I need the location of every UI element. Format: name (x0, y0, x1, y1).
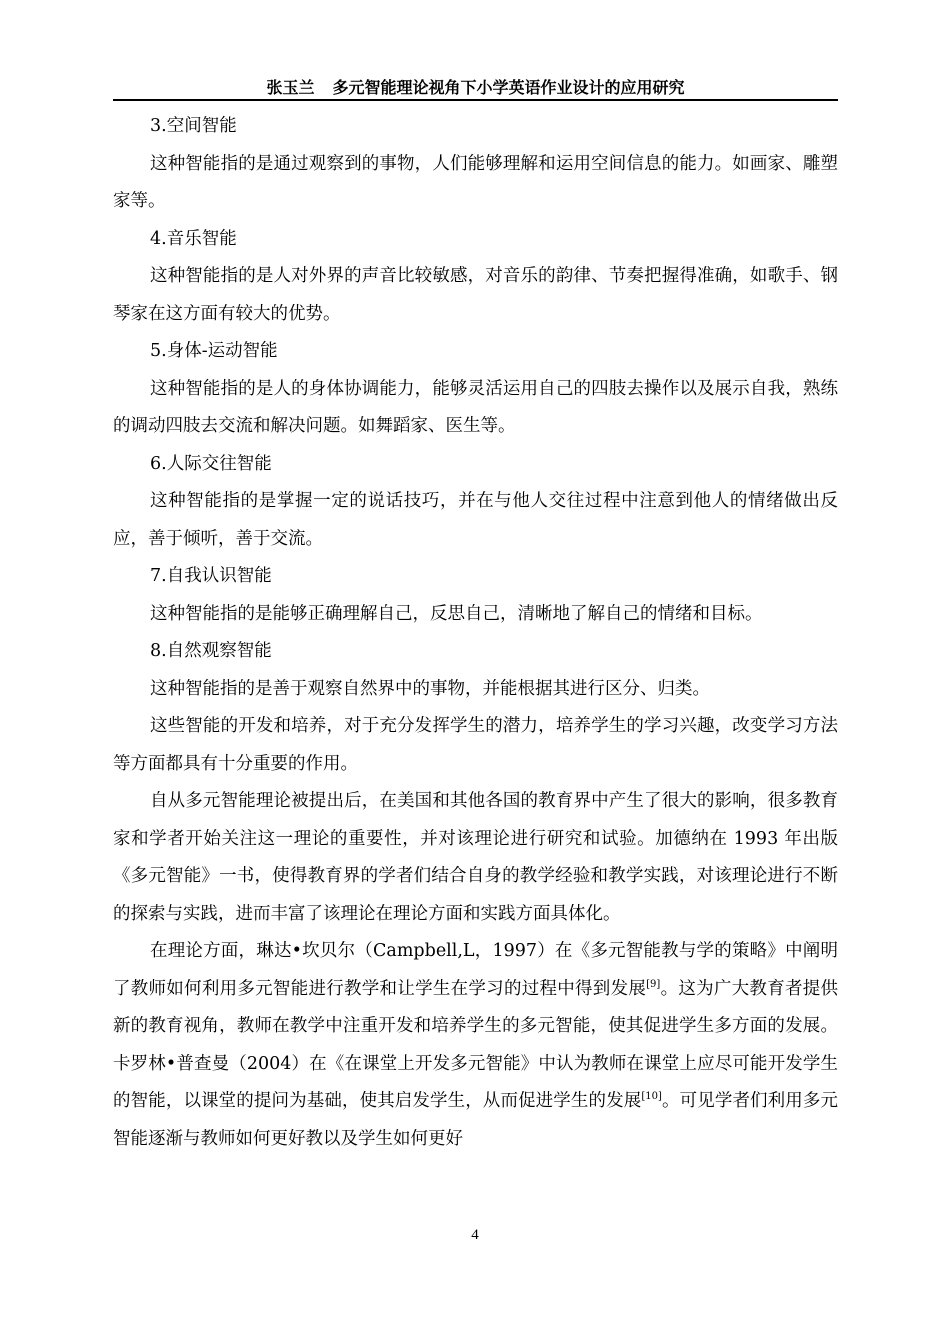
citation-ref-10: [10] (641, 1091, 662, 1102)
section-text-musical: 这种智能指的是人对外界的声音比较敏感，对音乐的韵律、节奏把握得准确，如歌手、钢琴家在这方面有较大的优势。 (113, 266, 838, 324)
section-text-interpersonal: 这种智能指的是掌握一定的说话技巧，并在与他人交往过程中注意到他人的情绪做出反应，善于倾听，善于交流。 (113, 491, 838, 549)
body-text (113, 108, 838, 1158)
section-text-spatial: 这种智能指的是通过观察到的事物，人们能够理解和运用空间信息的能力。如画家、雕塑家等。 (113, 153, 838, 211)
paragraph-influence: 自从多元智能理论被提出后，在美国和其他各国的教育界中产生了很大的影响，很多教育家和学者开始关注这一理论的重要性，并对该理论进行研究和试验。加德纳在 1993 年出版《多元智能》一书，使得教育界的学者们结合自身的教学经验和教学实践，对该理论进行不断的探索与实践，进而丰富了该理论在理论方面和实践方面具体化。 (113, 791, 838, 924)
page-number: 4 (471, 1227, 479, 1243)
section-heading-intrapersonal: 7.自我认识智能 (150, 566, 272, 586)
section-text-bodily: 这种智能指的是人的身体协调能力，能够灵活运用自己的四肢去操作以及展示自我，熟练的调动四肢去交流和解决问题。如舞蹈家、医生等。 (113, 378, 838, 436)
section-heading-musical: 4.音乐智能 (150, 228, 237, 249)
paragraph-theory (113, 933, 838, 1158)
running-header (113, 78, 838, 98)
section-text-naturalist: 这种智能指的是善于观察自然界中的事物，并能根据其进行区分、归类。 (150, 678, 710, 699)
theory-text-1: 在理论方面，琳达•坎贝尔（Campbell,L，1997）在《多元智能教与学的策略》中阐明了教师如何利用多元智能进行教学和让学生在学习的过程中得到发展 (113, 941, 838, 999)
paragraph-summary: 这些智能的开发和培养，对于充分发挥学生的潜力，培养学生的学习兴趣，改变学习方法等方面都具有十分重要的作用。 (113, 716, 838, 774)
section-heading-bodily: 5.身体-运动智能 (150, 341, 278, 361)
theory-text-3: 。可见学者们利用多元智能逐渐与教师如何更好教以及学生如何更好 (113, 1091, 839, 1149)
section-text-intrapersonal: 这种智能指的是能够正确理解自己，反思自己，清晰地了解自己的情绪和目标。 (150, 603, 763, 624)
header-title: 多元智能理论视角下小学英语作业设计的应用研究 (332, 78, 685, 97)
citation-ref-9: [9] (646, 978, 661, 990)
section-heading-naturalist: 8.自然观察智能 (150, 641, 272, 661)
header-rule (113, 99, 838, 101)
header-author: 张玉兰 (266, 78, 315, 97)
theory-text-2: 。这为广大教育者提供新的教育视角，教师在教学中注重开发和培养学生的多元智能，使其促进学生多方面的发展。卡罗林•普查曼（2004）在《在课堂上开发多元智能》中认为教师在课堂上应尽可能开发学生的智能，以课堂的提问为基础，使其启发学生，从而促进学生的发展 (113, 978, 839, 1111)
section-heading-spatial: 3.空间智能 (150, 116, 237, 136)
section-heading-interpersonal: 6.人际交往智能 (150, 453, 272, 474)
